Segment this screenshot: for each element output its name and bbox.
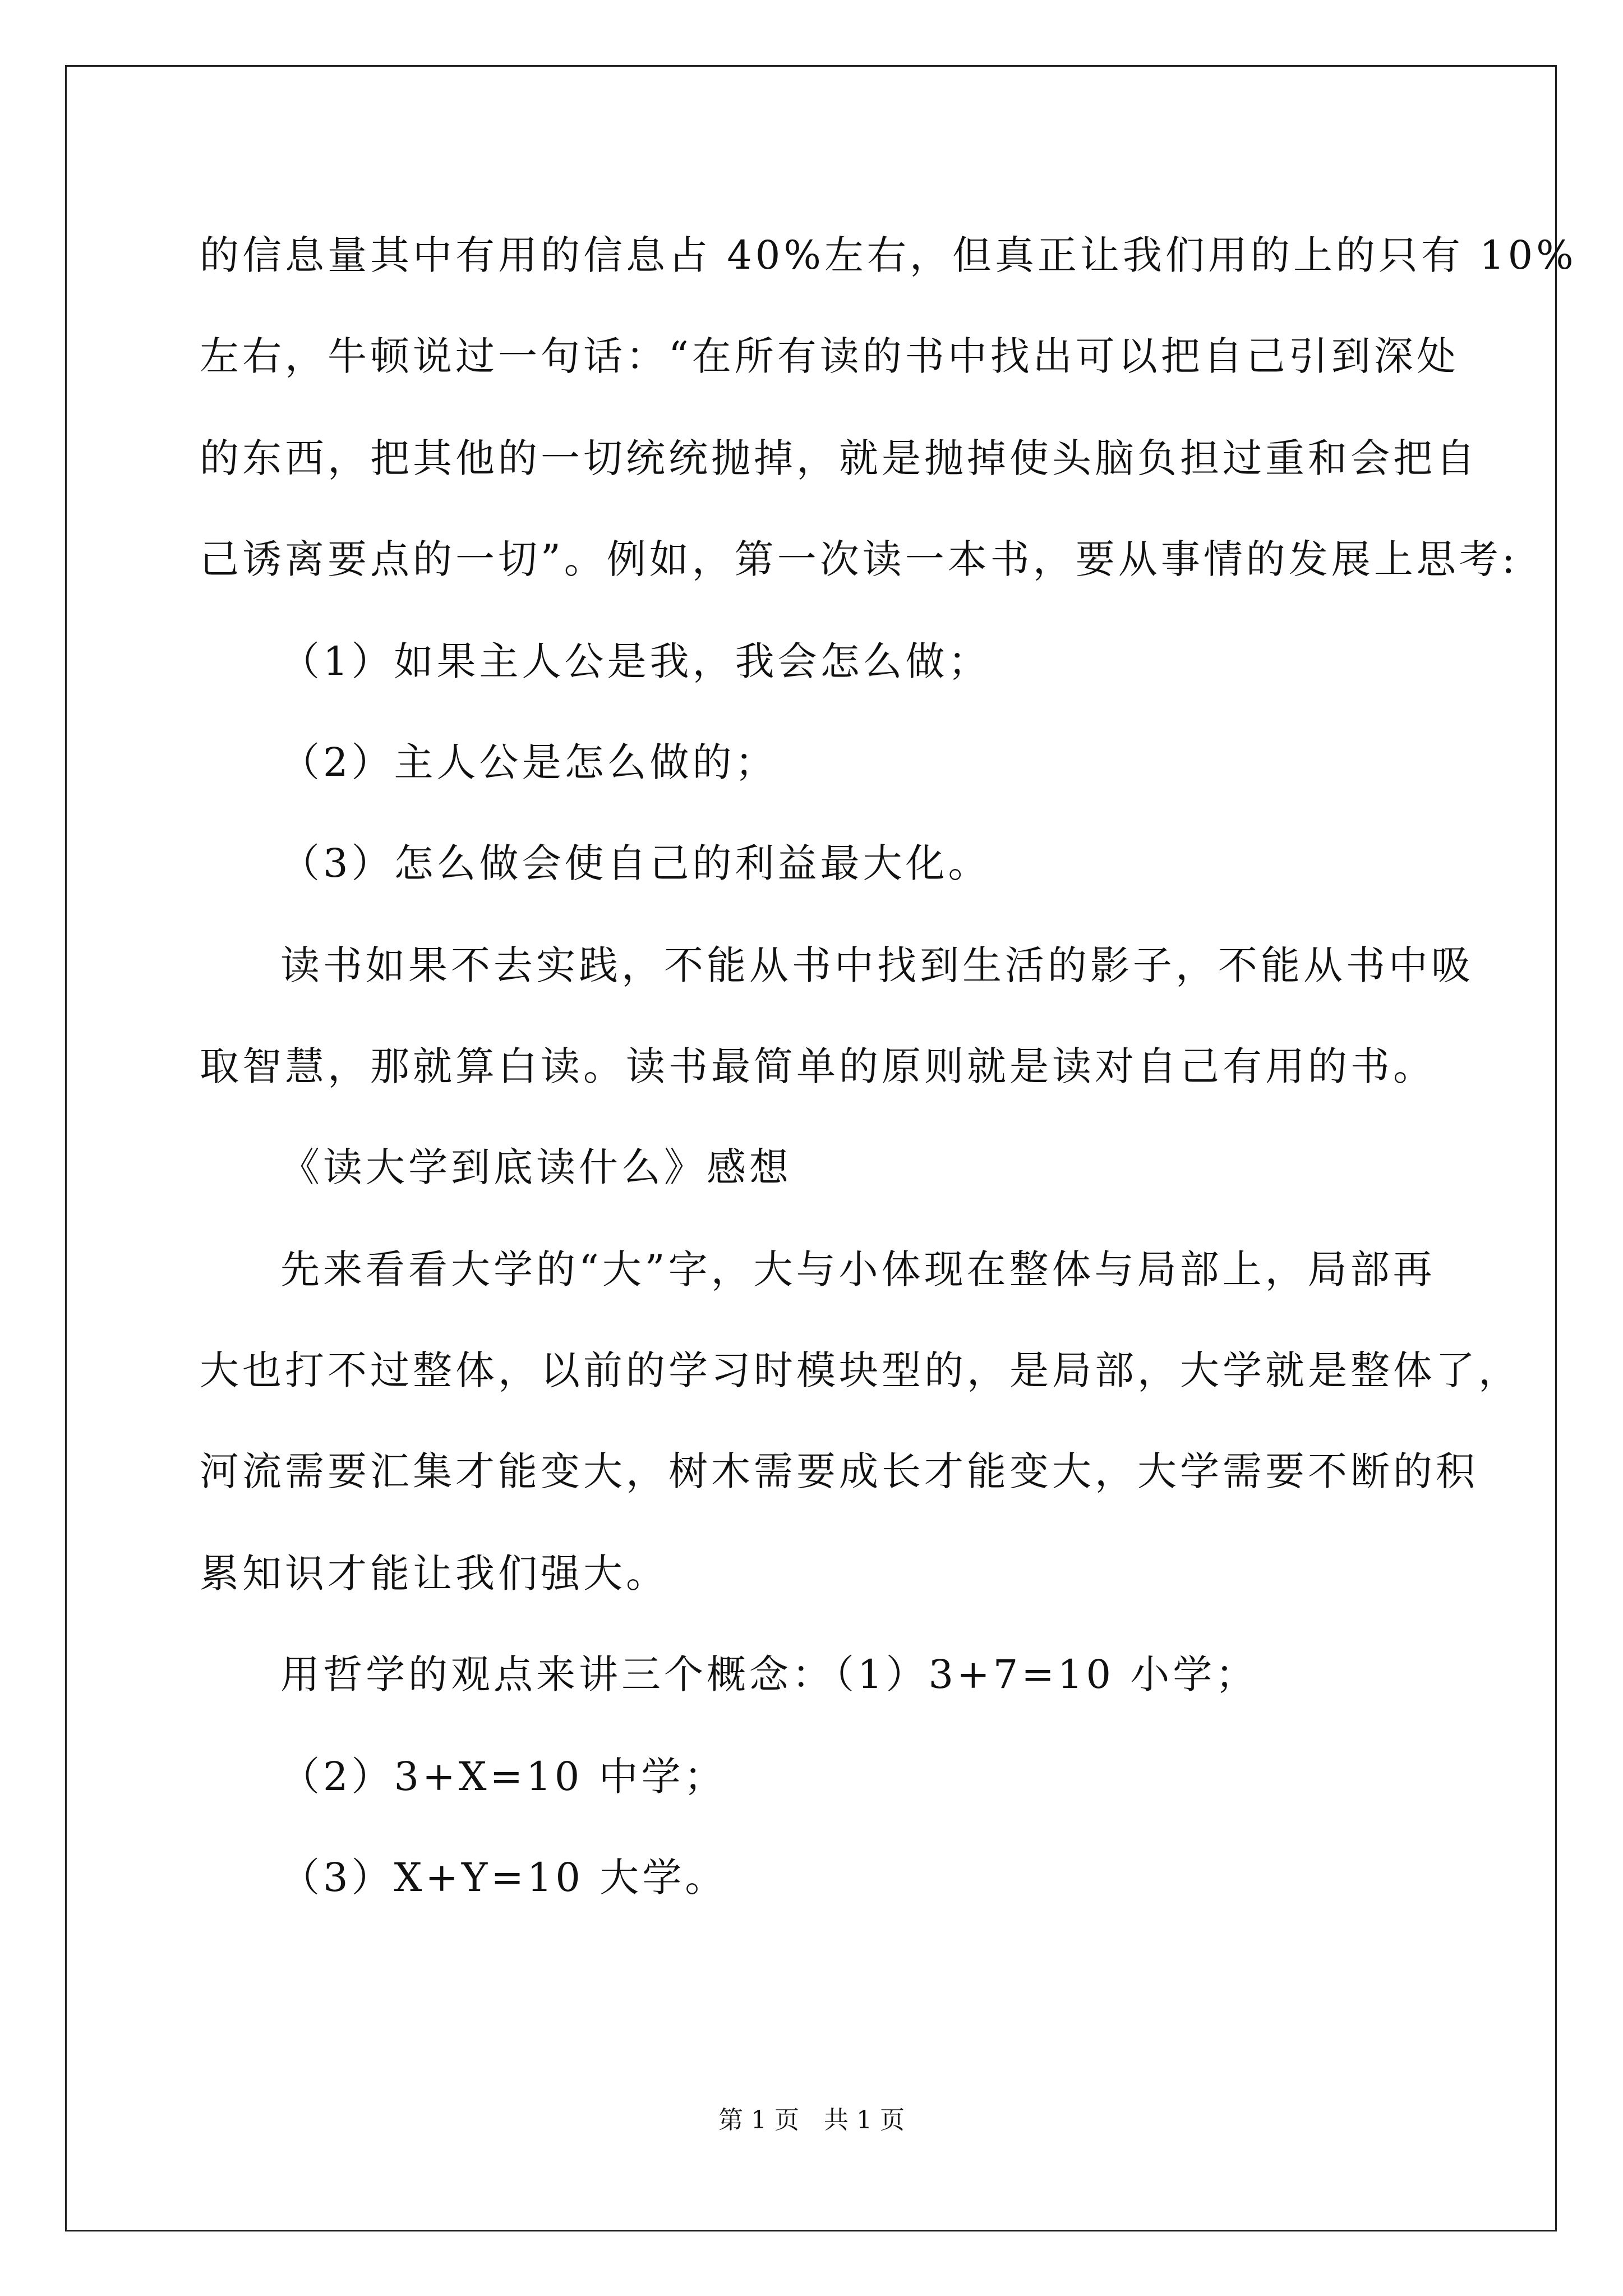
text-line: 的信息量其中有用的信息占 40%左右，但真正让我们用的上的只有 10% [200,232,1577,278]
paragraph-start: 用哲学的观点来讲三个概念：（1）3+7=10 小学； [280,1651,1258,1697]
paragraph-start: 读书如果不去实践，不能从书中找到生活的影子，不能从书中吸 [280,942,1474,988]
text-line: 己诱离要点的一切”。例如，第一次读一本书，要从事情的发展上思考: [200,536,1519,582]
text-line: 的东西，把其他的一切统统抛掉，就是抛掉使头脑负担过重和会把自 [200,435,1478,481]
list-item: （1）如果主人公是我，我会怎么做； [280,638,991,684]
list-item: （3）X+Y=10 大学。 [280,1855,728,1901]
paragraph-start: 先来看看大学的“大”字，大与小体现在整体与局部上，局部再 [280,1246,1436,1292]
list-item: （3）怎么做会使自己的利益最大化。 [280,840,991,886]
text-line: 大也打不过整体，以前的学习时模块型的，是局部，大学就是整体了， [200,1347,1521,1393]
text-line: 河流需要汇集才能变大，树木需要成长才能变大，大学需要不断的积 [200,1448,1478,1494]
text-line: 左右，牛顿说过一句话：“在所有读的书中找出可以把自己引到深处 [200,333,1459,379]
text-line: 累知识才能让我们强大。 [200,1550,668,1596]
section-heading: 《读大学到底读什么》感想 [280,1144,792,1190]
list-item: （2）主人公是怎么做的； [280,739,778,785]
list-item: （2）3+X=10 中学； [280,1754,727,1800]
page-number-footer: 第 1 页 共 1 页 [718,2106,905,2134]
text-line: 取智慧，那就算白读。读书最简单的原则就是读对自己有用的书。 [200,1043,1436,1089]
